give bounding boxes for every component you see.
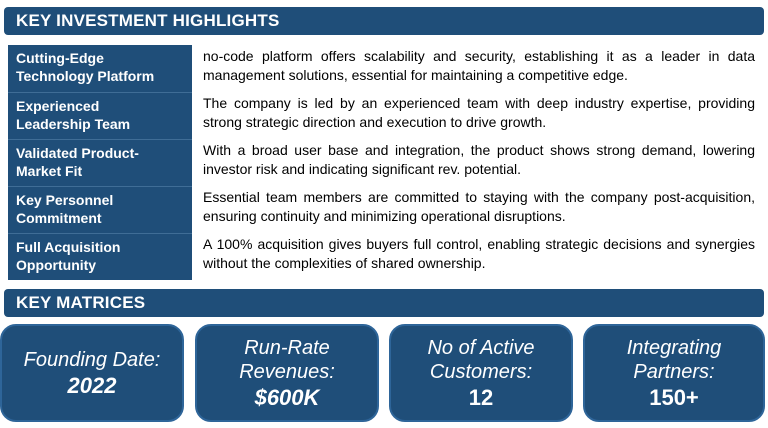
highlight-row	[8, 45, 764, 92]
metric-value: 150+	[649, 385, 699, 410]
highlight-label	[8, 139, 192, 186]
metric-card-revenues	[195, 324, 379, 422]
highlight-label-line: Commitment	[16, 210, 102, 226]
metric-card-partners	[583, 324, 765, 422]
metric-label: Customers:	[429, 361, 533, 383]
metric-card-customers	[389, 324, 573, 422]
highlight-label	[8, 233, 192, 280]
metric-value: 2022	[67, 373, 117, 398]
highlight-label	[8, 45, 192, 92]
highlight-label-line: Leadership Team	[16, 116, 131, 132]
metric-label: Run-Rate	[244, 337, 330, 359]
metric-label: No of Active	[427, 337, 535, 359]
metric-label: Integrating	[626, 337, 722, 359]
highlight-description: With a broad user base and integration, the product shows strong demand, lowering investor risk and indicating significant rev. potential.	[203, 142, 755, 177]
highlight-label-line: Market Fit	[16, 163, 83, 179]
highlight-description: no-code platform offers scalability and security, establishing it as a leader in data management solutions, essential for maintaining a competitive edge.	[203, 48, 755, 83]
highlight-label-line: Opportunity	[16, 257, 97, 273]
highlight-row	[8, 139, 764, 186]
highlight-description: Essential team members are committed to staying with the company post-acquisition, ensuring continuity and minimizing operational disruptions.	[203, 189, 755, 224]
highlight-description: The company is led by an experienced team with deep industry expertise, providing strong strategic direction and execution to drive growth.	[203, 95, 755, 130]
metric-value: $600K	[254, 385, 320, 410]
highlights-list	[8, 45, 764, 280]
highlight-row	[8, 186, 764, 233]
highlight-label-line: Key Personnel	[16, 192, 114, 208]
metrics-cards	[0, 324, 768, 424]
highlight-label	[8, 186, 192, 233]
highlight-label-line: Full Acquisition	[16, 239, 121, 255]
metric-label: Revenues:	[239, 361, 335, 383]
metric-card-founding-date	[0, 324, 184, 422]
highlight-label-line: Experienced	[16, 98, 100, 114]
highlight-row	[8, 92, 764, 139]
highlight-label-line: Cutting-Edge	[16, 50, 104, 66]
metrics-header: KEY MATRICES	[4, 289, 764, 317]
highlight-description: A 100% acquisition gives buyers full control, enabling strategic decisions and synergies without the complexities of shared ownership.	[203, 236, 755, 271]
metric-value: 12	[468, 385, 494, 410]
highlight-row	[8, 233, 764, 280]
metric-label: Partners:	[633, 361, 715, 383]
highlight-label-line: Validated Product-	[16, 145, 139, 161]
highlight-label	[8, 92, 192, 139]
highlight-label-line: Technology Platform	[16, 68, 155, 84]
metric-label: Founding Date:	[23, 349, 161, 371]
highlights-header: KEY INVESTMENT HIGHLIGHTS	[4, 7, 764, 35]
